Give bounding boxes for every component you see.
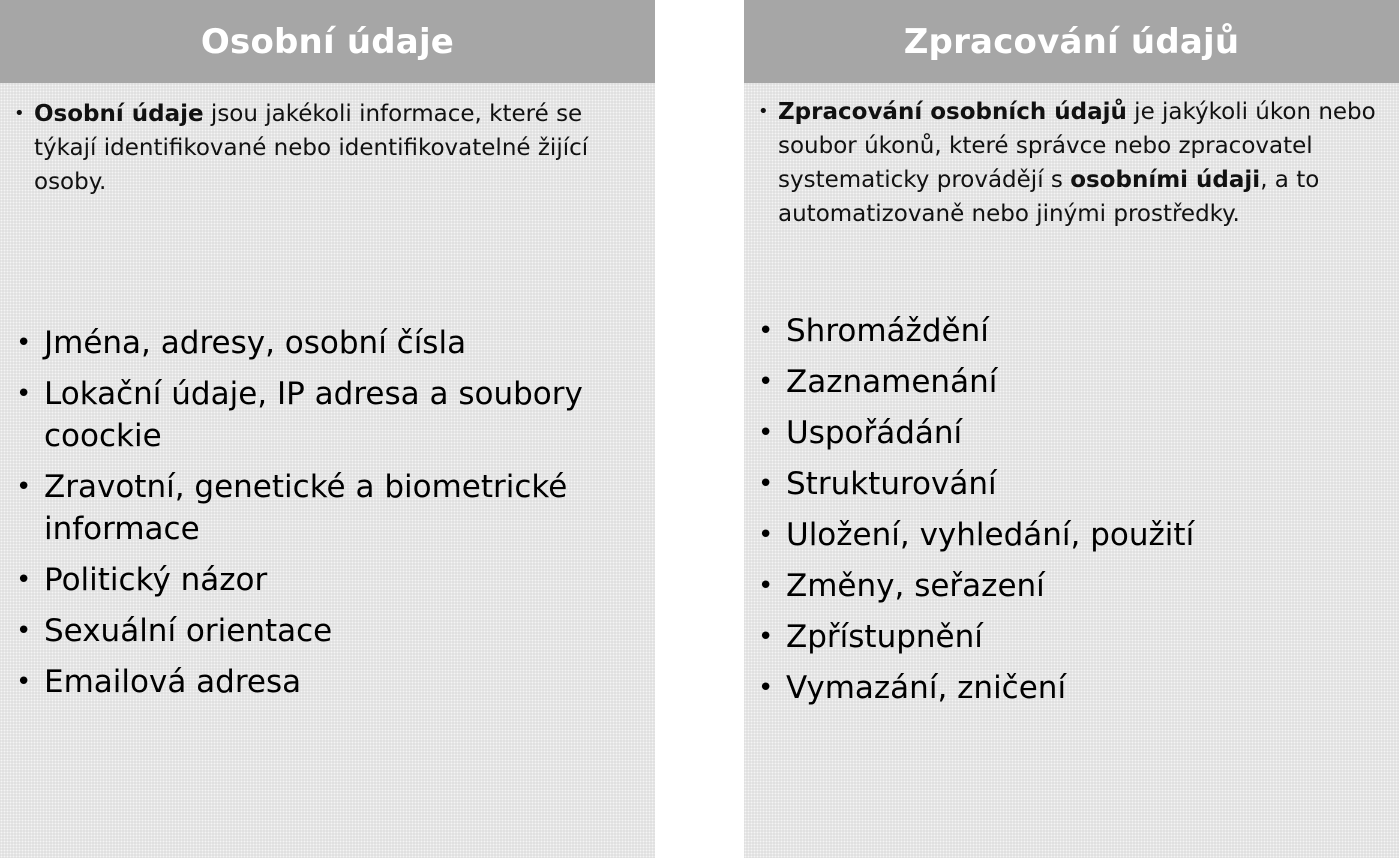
bullet-icon: • [16, 472, 32, 502]
list-item-text: Uložení, vyhledání, použití [786, 517, 1195, 553]
list-item [16, 322, 636, 364]
list-item-text: Vymazání, zničení [786, 670, 1067, 706]
data-processing-title: Zpracování údajů [744, 0, 1399, 83]
personal-data-title: Osobní údaje [0, 0, 655, 83]
list-item-text: Sexuální orientace [44, 613, 333, 649]
list-item [758, 514, 1378, 556]
list-item-text: Emailová adresa [44, 664, 302, 700]
list-item [758, 310, 1378, 352]
list-item [758, 565, 1378, 607]
list-item-text: Změny, seřazení [786, 568, 1045, 604]
bullet-icon: • [758, 418, 774, 448]
bullet-icon: • [758, 520, 774, 550]
bullet-icon: • [16, 328, 32, 358]
list-item [16, 559, 636, 601]
list-item-text: Lokační údaje, IP adresa a soubory coockie [44, 376, 583, 454]
bullet-icon: • [758, 622, 774, 652]
bullet-icon: • [758, 367, 774, 397]
list-item-text: Politický názor [44, 562, 268, 598]
list-item-text: Jména, adresy, osobní čísla [44, 325, 467, 361]
bullet-icon: • [758, 316, 774, 346]
list-item [758, 463, 1378, 505]
bullet-icon: • [16, 616, 32, 646]
list-item-text: Uspořádání [786, 415, 963, 451]
list-item [758, 361, 1378, 403]
bullet-icon: • [16, 667, 32, 697]
list-item-text: Shromáždění [786, 313, 989, 349]
definition-term: Zpracování osobních údajů [778, 99, 1127, 125]
list-item-text: Strukturování [786, 466, 997, 502]
list-item-text: Zravotní, genetické a biometrické informace [44, 469, 568, 547]
personal-data-panel [0, 0, 655, 858]
list-item [758, 412, 1378, 454]
personal-data-definition [14, 97, 644, 199]
list-item [16, 661, 636, 703]
bullet-icon: • [758, 571, 774, 601]
bullet-icon: • [758, 101, 769, 122]
data-processing-list [758, 310, 1378, 718]
data-processing-definition [758, 95, 1383, 231]
list-item [16, 610, 636, 652]
definition-term: Osobní údaje [34, 101, 204, 127]
bullet-icon: • [758, 469, 774, 499]
bullet-icon: • [758, 673, 774, 703]
bullet-icon: • [16, 565, 32, 595]
list-item-text: Zaznamenání [786, 364, 998, 400]
definition-body: jsou jakékoli informace, které se týkají identifikované nebo identifikovatelné žijící osoby. [34, 101, 589, 195]
definition-body-end: , a to automatizovaně nebo jinými prostředky. [778, 167, 1320, 227]
data-processing-panel [744, 0, 1399, 858]
definition-term-secondary: osobními údaji [1070, 167, 1261, 193]
list-item-text: Zpřístupnění [786, 619, 983, 655]
personal-data-list [16, 322, 636, 712]
definition-text [34, 97, 644, 199]
bullet-icon: • [16, 379, 32, 409]
list-item [16, 466, 636, 550]
definition-body: je jakýkoli úkon nebo soubor úkonů, které správce nebo zpracovatel systematicky provádějí s [778, 99, 1376, 193]
list-item [758, 616, 1378, 658]
bullet-icon: • [14, 103, 25, 124]
list-item [758, 667, 1378, 709]
list-item [16, 373, 636, 457]
definition-text [778, 95, 1383, 231]
